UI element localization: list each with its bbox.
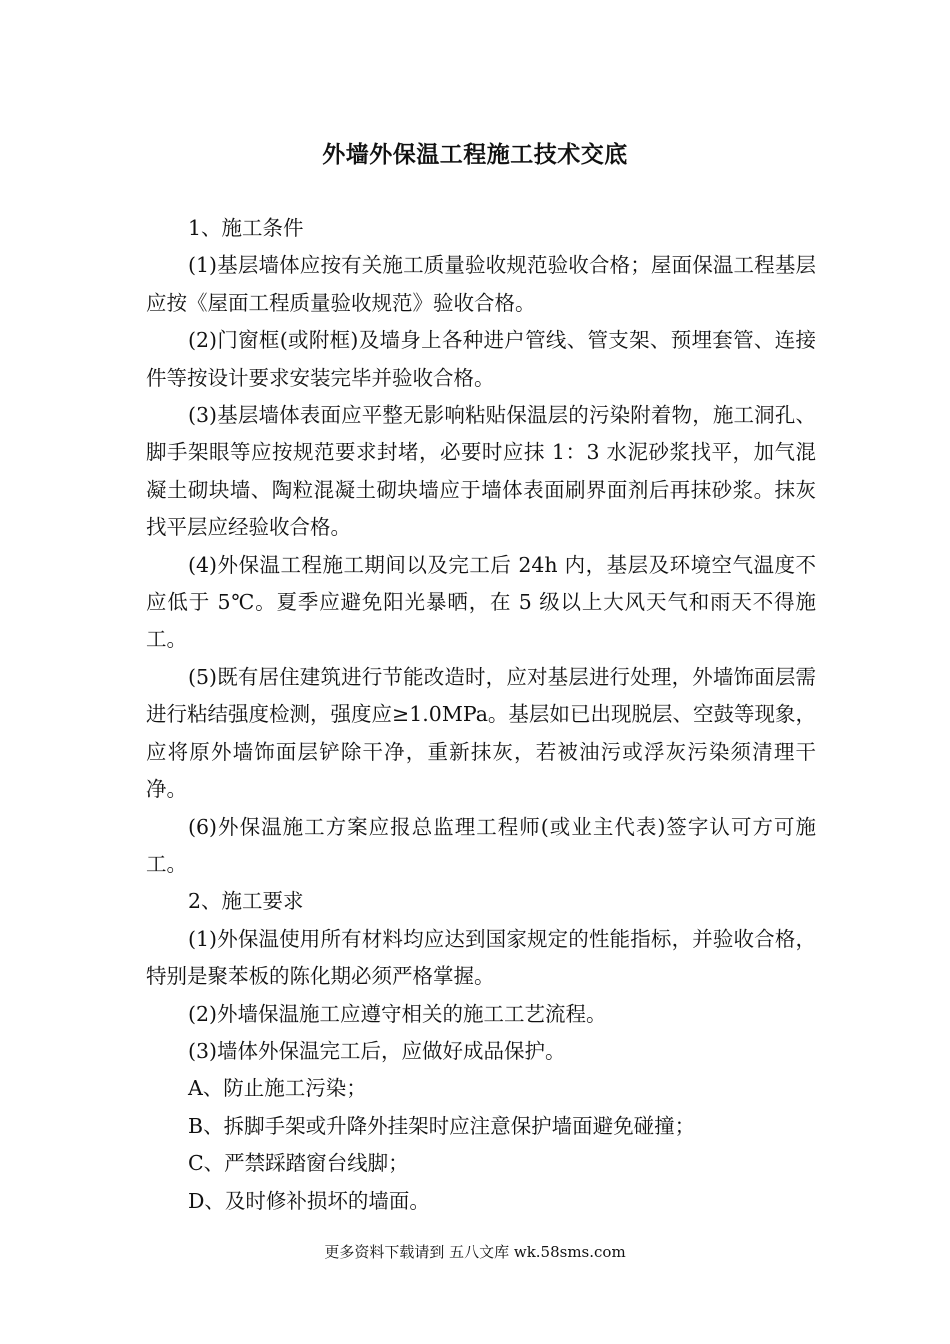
paragraph: (3)墙体外保温完工后，应做好成品保护。 — [188, 1038, 566, 1063]
paragraph: (1)外保温使用所有材料均应达到国家规定的性能指标，并验收合格，特别是聚苯板的陈化期必须严格掌握。 — [146, 926, 816, 989]
list-item: B、拆脚手架或升降外挂架时应注意保护墙面避免碰撞； — [188, 1113, 696, 1138]
paragraph: (5)既有居住建筑进行节能改造时，应对基层进行处理，外墙饰面层需进行粘结强度检测，强度应≥1.0MPa。基层如已出现脱层、空鼓等现象，应将原外墙饰面层铲除干净，重新抹灰，若被油污或浮灰污染须清理干净。 — [146, 664, 816, 802]
list-item: A、防止施工污染； — [188, 1076, 367, 1101]
footer-download-note: 更多资料下载请到 五八文库 wk.58sms.com — [324, 1243, 626, 1261]
list-item: D、及时修补损坏的墙面。 — [188, 1188, 430, 1213]
paragraph: (1)基层墙体应按有关施工质量验收规范验收合格；屋面保温工程基层应按《屋面工程质量验收规范》验收合格。 — [146, 253, 816, 315]
paragraph: (6)外保温施工方案应报总监理工程师(或业主代表)签字认可方可施工。 — [146, 814, 816, 876]
section-heading-construction-requirements: 2、施工要求 — [188, 889, 304, 914]
paragraph: (4)外保温工程施工期间以及完工后 24h 内，基层及环境空气温度不应低于 5℃。夏季应避免阳光暴晒，在 5 级以上大风天气和雨天不得施工。 — [146, 552, 816, 652]
paragraph: (2)门窗框(或附框)及墙身上各种进户管线、管支架、预埋套管、连接件等按设计要求安装完毕并验收合格。 — [146, 328, 816, 390]
document-title: 外墙外保温工程施工技术交底 — [322, 141, 628, 168]
section-heading-construction-conditions: 1、施工条件 — [188, 216, 304, 240]
paragraph: (3)基层墙体表面应平整无影响粘贴保温层的污染附着物，施工洞孔、脚手架眼等应按规范要求封堵，必要时应抹 1：3 水泥砂浆找平，加气混凝土砌块墙、陶粒混凝土砌块墙应于墙体表面刷界面剂后再抹砂浆。抹灰找平层应经验收合格。 — [146, 403, 816, 540]
paragraph: (2)外墙保温施工应遵守相关的施工工艺流程。 — [188, 1001, 607, 1026]
document-body — [146, 210, 816, 1220]
list-item: C、严禁踩踏窗台线脚； — [188, 1151, 409, 1176]
